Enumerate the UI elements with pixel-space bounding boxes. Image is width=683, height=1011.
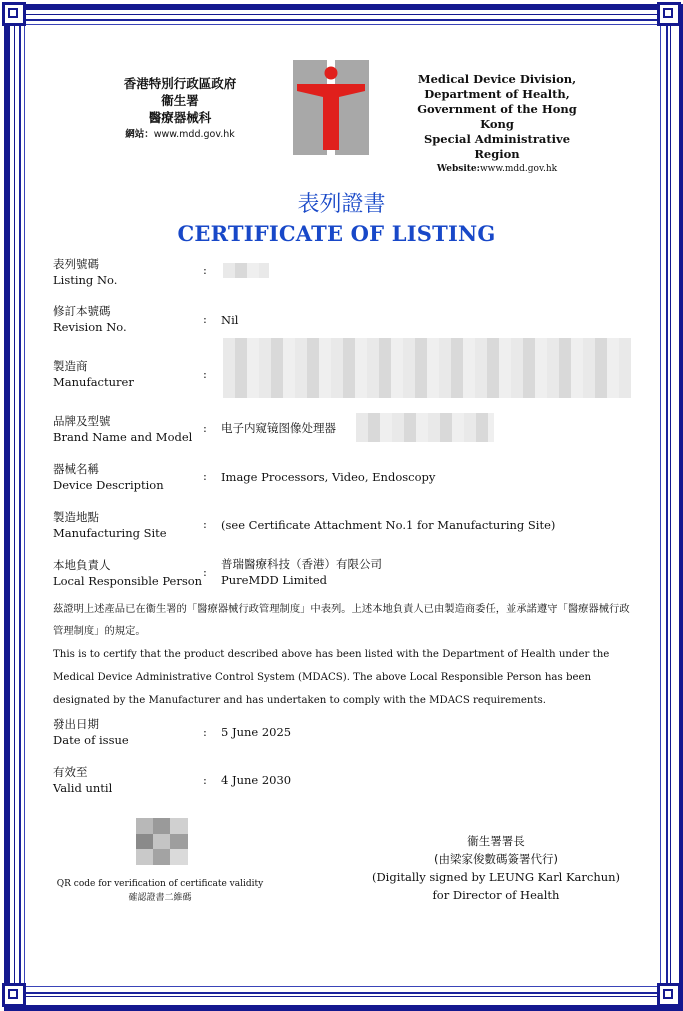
field-colon: : xyxy=(203,421,207,435)
field-label-zh: 表列號碼 xyxy=(53,257,99,271)
field-colon: : xyxy=(203,367,207,381)
website-link[interactable]: www.mdd.gov.hk xyxy=(479,164,558,174)
field-label-en: Device Description xyxy=(53,478,164,492)
field-label-zh: 有效至 xyxy=(53,765,88,779)
qr-code-caption xyxy=(55,877,265,905)
field-label-en: Date of issue xyxy=(53,733,129,747)
field-label-en: Listing No. xyxy=(53,273,118,287)
header-en-line: Government of the Hong Kong xyxy=(417,102,577,131)
signatory-name-en: (Digitally signed by LEUNG Karl Karchun) xyxy=(371,870,621,884)
revision-number-value: Nil xyxy=(221,313,239,327)
field-colon: : xyxy=(203,565,207,579)
field-label-zh: 製造地點 xyxy=(53,510,99,524)
field-label-en: Local Responsible Person xyxy=(53,574,203,588)
date-of-issue-value: 5 June 2025 xyxy=(221,725,292,739)
header-zh-line: 衞生署 xyxy=(161,93,199,108)
qr-code[interactable] xyxy=(136,818,188,865)
field-label-zh: 修訂本號碼 xyxy=(53,304,111,318)
signatory-name-zh: (由梁家俊數碼簽署代行) xyxy=(434,852,558,866)
field-label-en: Manufacturing Site xyxy=(53,526,167,540)
redacted-manufacturer-details xyxy=(223,338,631,398)
field-label-zh: 品牌及型號 xyxy=(53,414,111,428)
qr-caption-zh: 確認證書二維碼 xyxy=(128,893,192,903)
field-colon: : xyxy=(203,773,207,787)
redacted-listing-number xyxy=(223,263,269,278)
border-corner-ornament xyxy=(2,2,26,26)
valid-until-value: 4 June 2030 xyxy=(221,773,292,787)
certificate-title-chinese: 表列證書 xyxy=(297,192,386,217)
field-valid-until xyxy=(53,764,112,796)
brand-name-value: 电子内窥镜图像处理器 xyxy=(221,421,336,435)
header-en-line: Department of Health, xyxy=(424,87,570,101)
manufacturing-site-value: (see Certificate Attachment No.1 for Manufacturing Site) xyxy=(221,518,556,532)
field-label-en: Manufacturer xyxy=(53,375,134,389)
header-website-zh: 網站：www.mdd.gov.hk xyxy=(125,129,235,140)
field-revision-no xyxy=(53,303,127,335)
field-listing-no xyxy=(53,256,117,288)
field-device-description xyxy=(53,461,164,493)
header-zh-line: 醫療器械科 xyxy=(148,110,212,125)
field-colon: : xyxy=(203,517,207,531)
header-zh-line: 香港特別行政區政府 xyxy=(123,76,237,91)
field-colon: : xyxy=(203,469,207,483)
lrp-name-zh: 普瑞醫療科技（香港）有限公司 xyxy=(221,557,382,571)
device-description-value: Image Processors, Video, Endoscopy xyxy=(221,470,436,484)
field-colon: : xyxy=(203,725,207,739)
field-local-responsible-person xyxy=(53,557,202,589)
border-corner-ornament xyxy=(657,983,681,1007)
redacted-model-number xyxy=(356,413,494,442)
field-label-en: Valid until xyxy=(53,781,113,795)
field-label-zh: 製造商 xyxy=(53,359,88,373)
field-label-zh: 發出日期 xyxy=(53,717,99,731)
border-corner-ornament xyxy=(2,983,26,1007)
website-link[interactable]: www.mdd.gov.hk xyxy=(153,129,235,140)
header-issuer-english xyxy=(402,72,592,177)
signatory-title-zh: 衞生署署長 xyxy=(467,834,525,848)
header-en-line: Medical Device Division, xyxy=(417,72,577,86)
header-website-en: Website:www.mdd.gov.hk xyxy=(436,164,558,174)
qr-caption-en: QR code for verification of certificate validity xyxy=(56,879,264,889)
field-label-en: Brand Name and Model xyxy=(53,430,193,444)
local-responsible-person-value xyxy=(221,556,382,588)
lrp-name-en: PureMDD Limited xyxy=(221,573,328,587)
field-brand-name-model xyxy=(53,413,192,445)
field-label-zh: 本地負責人 xyxy=(53,558,111,572)
header-issuer-chinese xyxy=(100,75,260,143)
certificate-title-english: CERTIFICATE OF LISTING xyxy=(177,221,496,246)
signature-block xyxy=(370,832,622,904)
field-label-en: Revision No. xyxy=(53,320,127,334)
department-of-health-logo xyxy=(293,60,369,155)
header-en-line: Special Administrative Region xyxy=(423,132,571,161)
field-colon: : xyxy=(203,312,207,326)
border-corner-ornament xyxy=(657,2,681,26)
field-label-zh: 器械名稱 xyxy=(53,462,99,476)
certification-statement-en: This is to certify that the product described above has been listed with the Department of Health under the Medical Device Administrative Control System (MDACS). The above Local Responsible Person has been designated by the Manufacturer and has undertaken to comply with the MDACS requirements. xyxy=(53,649,610,706)
field-colon: : xyxy=(203,263,207,277)
field-manufacturing-site xyxy=(53,509,167,541)
field-manufacturer xyxy=(53,358,134,390)
field-date-of-issue xyxy=(53,716,129,748)
signatory-capacity-en: for Director of Health xyxy=(432,888,560,902)
certification-statement-zh: 茲證明上述產品已在衞生署的「醫療器械行政管理制度」中表列。上述本地負責人已由製造商委任，並承諾遵守「醫療器械行政管理制度」的規定。 xyxy=(53,603,630,637)
